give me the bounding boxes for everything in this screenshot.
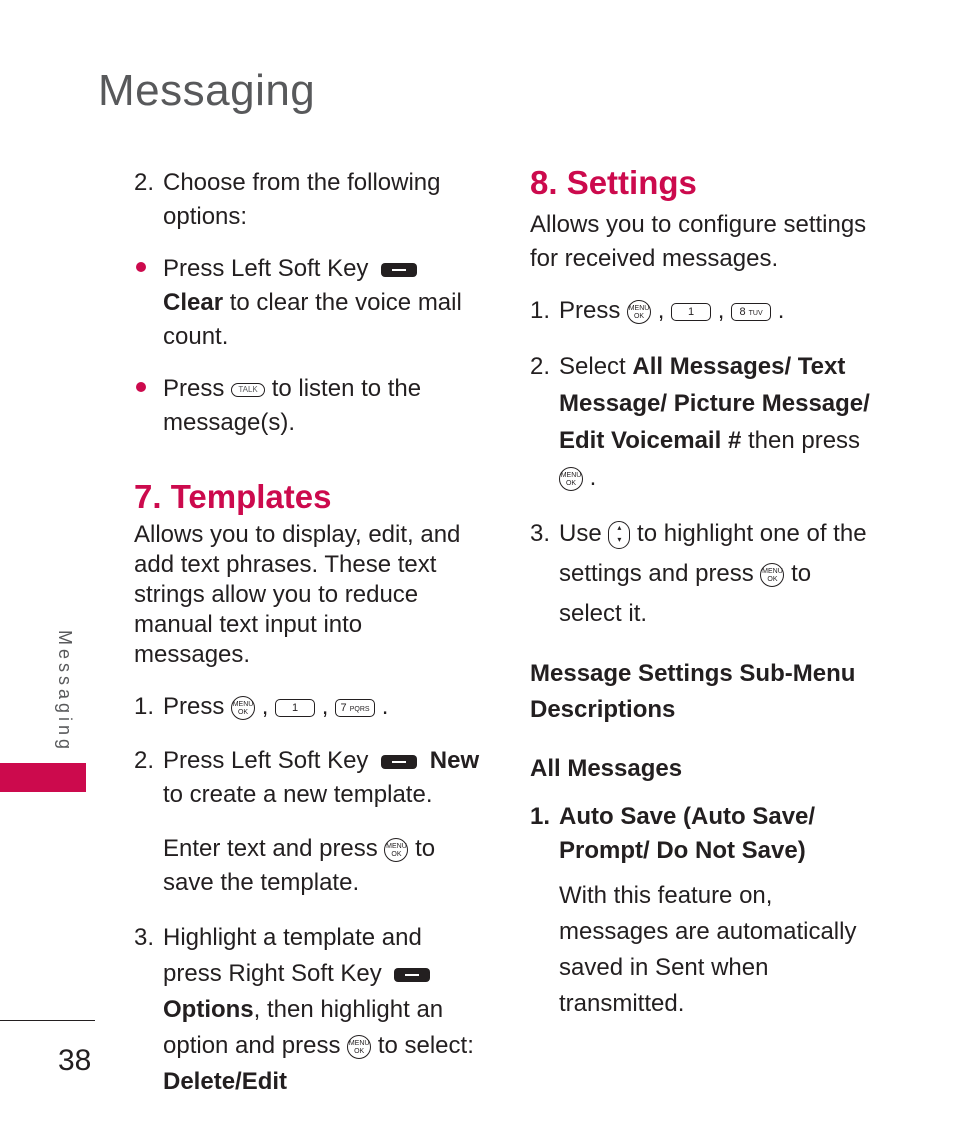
footer-divider <box>0 1020 95 1021</box>
clear-key-label: Clear <box>163 289 224 316</box>
step-number: 1. <box>530 297 551 324</box>
step-text: to select it. <box>559 560 812 627</box>
side-section-label: Messaging <box>55 630 75 754</box>
left-soft-key-icon <box>381 263 417 277</box>
item-number: 1. <box>530 803 551 830</box>
step-text: Choose from the following options: <box>163 169 441 230</box>
step-text: to save the template. <box>163 835 436 896</box>
key-8-icon: 8 TUV <box>731 303 771 321</box>
bullet-clear <box>134 252 484 354</box>
right-column <box>530 166 880 1022</box>
step-text: to highlight one of the settings and press <box>559 520 867 587</box>
step-text: Press <box>163 693 225 720</box>
sub-menu-heading: Message Settings Sub-Menu Descriptions <box>530 660 856 723</box>
navigation-key-icon: ▴ ▾ <box>608 521 630 549</box>
step-text: Highlight a template and press Right Soft Key <box>163 924 422 987</box>
step-text: to create a new template. <box>163 781 433 808</box>
templates-step-2 <box>134 744 484 812</box>
delete-edit-options: Delete/Edit <box>163 1068 288 1095</box>
step-text: Use <box>559 520 602 547</box>
step-text: Press <box>559 297 621 324</box>
new-key-label: New <box>429 747 480 774</box>
settings-intro: Allows you to configure settings for received messages. <box>530 211 867 272</box>
step-text: , then highlight an option and press <box>163 996 444 1059</box>
left-column <box>134 166 484 1100</box>
talk-key-icon: TALK <box>231 383 265 397</box>
key-1-icon: 1 <box>671 303 711 321</box>
templates-step-3 <box>134 920 484 1100</box>
bullet-text: Press <box>163 375 225 402</box>
page-number: 38 <box>58 1044 92 1077</box>
menu-ok-key-icon: MENU OK <box>384 838 408 862</box>
bullet-text: Press Left Soft Key <box>163 255 369 282</box>
step-number: 3. <box>530 520 551 547</box>
settings-heading: 8. Settings <box>530 164 697 201</box>
menu-ok-key-icon: MENU OK <box>347 1035 371 1059</box>
settings-step-2: 2. Select All Messages/ Text Message/ Picture Message/ Edit Voicemail # then press MENU OK . <box>530 348 880 496</box>
options-key-label: Options <box>163 996 254 1023</box>
bullet-text: to clear the voice mail count. <box>163 289 462 350</box>
step-number: 2. <box>134 747 155 774</box>
key-7-icon: 7 PQRS <box>335 699 375 717</box>
settings-step-3 <box>530 514 880 634</box>
step-number: 2. <box>134 169 155 196</box>
left-soft-key-icon <box>381 755 417 769</box>
bullet-dot <box>136 382 146 392</box>
settings-step-1: 1. Press MENU OK , 1 , 8 TUV . <box>530 294 880 328</box>
step-number: 3. <box>134 924 155 951</box>
settings-menu-options: All Messages/ Text Message/ Picture Message/ Edit Voicemail # <box>559 353 870 454</box>
menu-ok-key-icon: MENU OK <box>760 563 784 587</box>
side-section-tab <box>0 763 86 792</box>
step-text: to select: <box>377 1032 474 1059</box>
step-text: Select <box>559 353 626 380</box>
menu-ok-key-icon: MENU OK <box>627 300 651 324</box>
bullet-talk <box>134 372 484 440</box>
templates-step-1: 1. Press MENU OK , 1 , 7 PQRS . <box>134 690 484 724</box>
page-title: Messaging <box>98 66 316 115</box>
auto-save-item <box>530 800 880 868</box>
key-1-icon: 1 <box>275 699 315 717</box>
auto-save-description: With this feature on, messages are automatically saved in Sent when transmitted. <box>559 882 857 1017</box>
all-messages-heading: All Messages <box>530 755 683 782</box>
bullet-dot <box>136 262 146 272</box>
templates-intro: Allows you to display, edit, and add text phrases. These text strings allow you to reduce manual text input into messages. <box>134 521 461 668</box>
bullet-text: to listen to the message(s). <box>163 375 422 436</box>
step-text: Enter text and press <box>163 835 378 862</box>
templates-heading: 7. Templates <box>134 478 332 515</box>
step-number: 1. <box>134 693 155 720</box>
auto-save-title: Auto Save (Auto Save/ Prompt/ Do Not Save) <box>559 803 816 864</box>
step-text: then press <box>747 427 861 454</box>
menu-ok-key-icon: MENU OK <box>231 696 255 720</box>
menu-ok-key-icon: MENU OK <box>559 467 583 491</box>
templates-step-2-extra <box>134 832 484 900</box>
right-soft-key-icon <box>394 968 430 982</box>
step-text: Press Left Soft Key <box>163 747 369 774</box>
step-2-choose <box>134 166 484 234</box>
step-number: 2. <box>530 353 551 380</box>
